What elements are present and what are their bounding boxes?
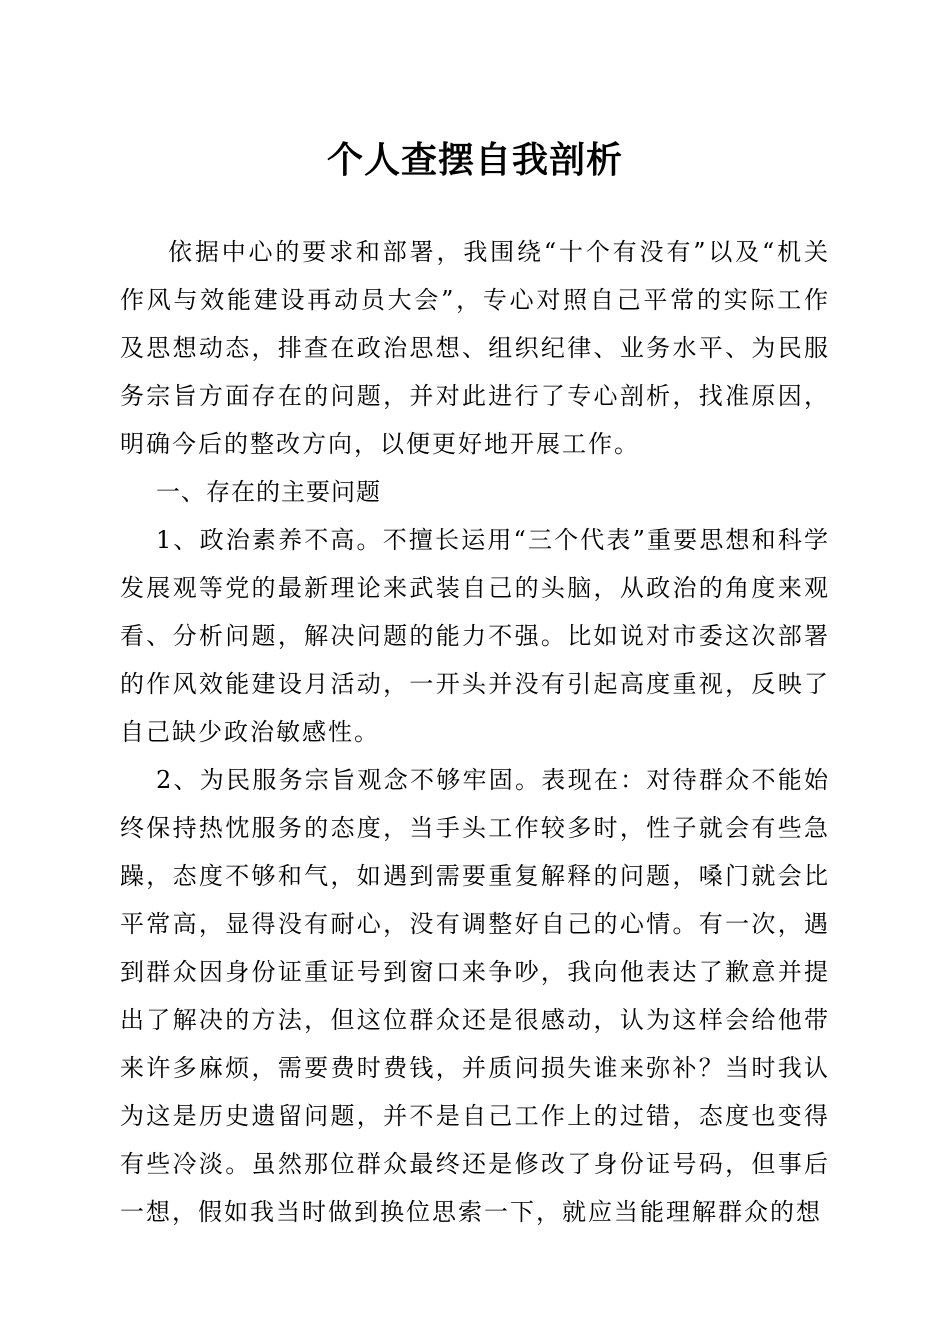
problem-item-1: 1、政治素养不高。不擅长运用“三个代表”重要思想和科学发展观等党的最新理论来武装自己的头脑，从政治的角度来观看、分析问题，解决问题的能力不强。比如说对市委这次部署的作风效能建设月活动，一开头并没有引起高度重视，反映了自己缺少政治敏感性。 bbox=[120, 526, 830, 746]
section-heading: 一、存在的主要问题 bbox=[156, 478, 381, 506]
document-title: 个人查摆自我剖析 bbox=[326, 139, 623, 181]
document-body bbox=[120, 228, 830, 1236]
problem-item-2: 2、为民服务宗旨观念不够牢固。表现在：对待群众不能始终保持热忱服务的态度，当手头工作较多时，性子就会有些急躁，态度不够和气，如遇到需要重复解释的问题，嗓门就会比平常高，显得没有耐心，没有调整好自己的心情。有一次，遇到群众因身份证重证号到窗口来争吵，我向他表达了歉意并提出了解决的方法，但这位群众还是很感动，认为这样会给他带来许多麻烦，需要费时费钱，并质问损失谁来弥补？当时我认为这是历史遗留问题，并不是自己工作上的过错，态度也变得有些冷淡。虽然那位群众最终还是修改了身份证号码，但事后一想，假如我当时做到换位思索一下，就应当能理解群众的想 bbox=[120, 766, 830, 1226]
intro-paragraph: 依据中心的要求和部署，我围绕“十个有没有”以及“机关作风与效能建设再动员大会”，专心对照自己平常的实际工作及思想动态，排查在政治思想、组织纪律、业务水平、为民服务宗旨方面存在的问题，并对此进行了专心剖析，找准原因，明确今后的整改方向，以便更好地开展工作。 bbox=[120, 238, 830, 458]
